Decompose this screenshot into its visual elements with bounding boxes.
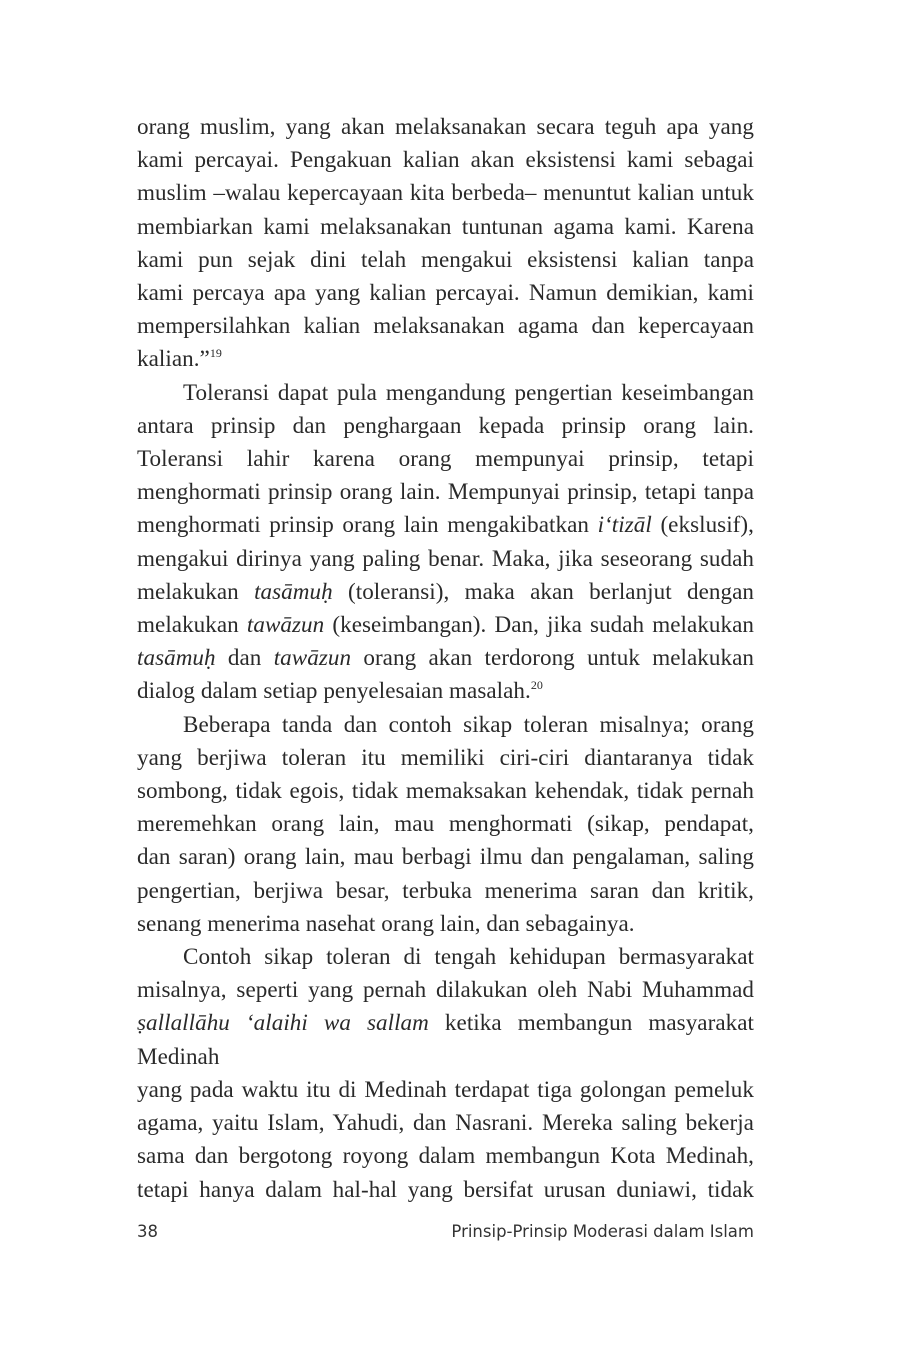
paragraph-1	[137, 110, 754, 376]
line: senang menerima nasehat orang lain, dan sebagainya.	[137, 909, 635, 936]
line: yang berjiwa toleran itu memiliki ciri-ciri diantaranya tidak	[137, 743, 754, 770]
text: melakukan	[137, 611, 247, 638]
line	[137, 1006, 754, 1072]
text: (keseimbangan). Dan, jika sudah melakukan	[324, 611, 755, 638]
line: orang muslim, yang akan melaksanakan secara teguh apa yang	[137, 113, 754, 139]
line	[137, 508, 754, 541]
line	[137, 342, 754, 375]
line: sama dan bergotong royong dalam membangun Kota Medinah,	[137, 1142, 754, 1169]
italic-term: tasāmuḥ	[137, 644, 216, 671]
paragraph-4	[137, 940, 754, 1206]
line: yang pada waktu itu di Medinah terdapat tiga golongan pemeluk	[137, 1075, 754, 1102]
italic-term: tasāmuḥ	[254, 577, 333, 604]
line: kami percayai. Pengakuan kalian akan eksistensi kami sebagai	[137, 146, 754, 173]
line: agama, yaitu Islam, Yahudi, dan Nasrani. Mereka saling bekerja	[137, 1109, 754, 1136]
running-title: Prinsip-Prinsip Moderasi dalam Islam	[451, 1222, 754, 1241]
line: membiarkan kami melaksanakan tuntunan agama kami. Karena	[137, 212, 754, 239]
line-text: dialog dalam setiap penyelesaian masalah.	[137, 677, 531, 704]
line: pengertian, berjiwa besar, terbuka menerima saran dan kritik,	[137, 876, 754, 903]
footnote-marker[interactable]: 20	[530, 678, 543, 693]
line	[137, 674, 754, 707]
italic-term: tawāzun	[246, 611, 325, 638]
line: Beberapa tanda dan contoh sikap toleran misalnya; orang	[183, 710, 754, 737]
text: melakukan	[137, 577, 255, 604]
italic-term: ṣallallāhu ‘alaihi wa sallam	[137, 1009, 429, 1036]
footnote-marker[interactable]: 19	[209, 346, 222, 361]
line: mempersilahkan kalian melaksanakan agama dan kepercayaan	[137, 312, 754, 339]
line: misalnya, seperti yang pernah dilakukan oleh Nabi Muhammad	[137, 976, 754, 1003]
line: Toleransi lahir karena orang mempunyai prinsip, tetapi	[137, 445, 754, 472]
line: Toleransi dapat pula mengandung pengertian keseimbangan	[183, 378, 754, 405]
body-text	[137, 110, 754, 1206]
line: Contoh sikap toleran di tengah kehidupan bermasyarakat	[183, 943, 754, 970]
line: tetapi hanya dalam hal-hal yang bersifat urusan duniawi, tidak	[137, 1175, 754, 1202]
line: menghormati prinsip orang lain. Mempunyai prinsip, tetapi tanpa	[137, 478, 754, 505]
page-number: 38	[137, 1222, 158, 1241]
line: kami percaya apa yang kalian percayai. Namun demikian, kami	[137, 279, 754, 306]
text: menghormati prinsip orang lain mengakibatkan	[137, 511, 598, 538]
text: orang akan terdorong untuk melakukan	[351, 644, 754, 671]
line	[137, 608, 754, 641]
line: sombong, tidak egois, tidak memaksakan kehendak, tidak pernah	[137, 777, 754, 804]
text: (ekslusif),	[651, 511, 754, 538]
text: (toleransi), maka akan berlanjut dengan	[332, 577, 754, 604]
paragraph-2	[137, 376, 754, 708]
line: mengakui dirinya yang paling benar. Maka, jika seseorang sudah	[137, 544, 754, 571]
line: kami pun sejak dini telah mengakui eksistensi kalian tanpa	[137, 245, 754, 272]
italic-term: i‘tizāl	[597, 511, 652, 538]
paragraph-3	[137, 708, 754, 940]
text: ketika membangun masyarakat Medinah	[137, 1009, 754, 1069]
line-text: kalian.”	[137, 345, 210, 372]
page-footer	[137, 1222, 754, 1248]
line: antara prinsip dan penghargaan kepada prinsip orang lain.	[137, 411, 754, 438]
line	[137, 641, 754, 674]
line: meremehkan orang lain, mau menghormati (sikap, pendapat,	[137, 810, 754, 837]
italic-term: tawāzun	[273, 644, 352, 671]
line: muslim –walau kepercayaan kita berbeda– menuntut kalian untuk	[137, 179, 754, 206]
line: dan saran) orang lain, mau berbagi ilmu dan pengalaman, saling	[137, 843, 754, 870]
text: dan	[215, 644, 274, 671]
line	[137, 575, 754, 608]
